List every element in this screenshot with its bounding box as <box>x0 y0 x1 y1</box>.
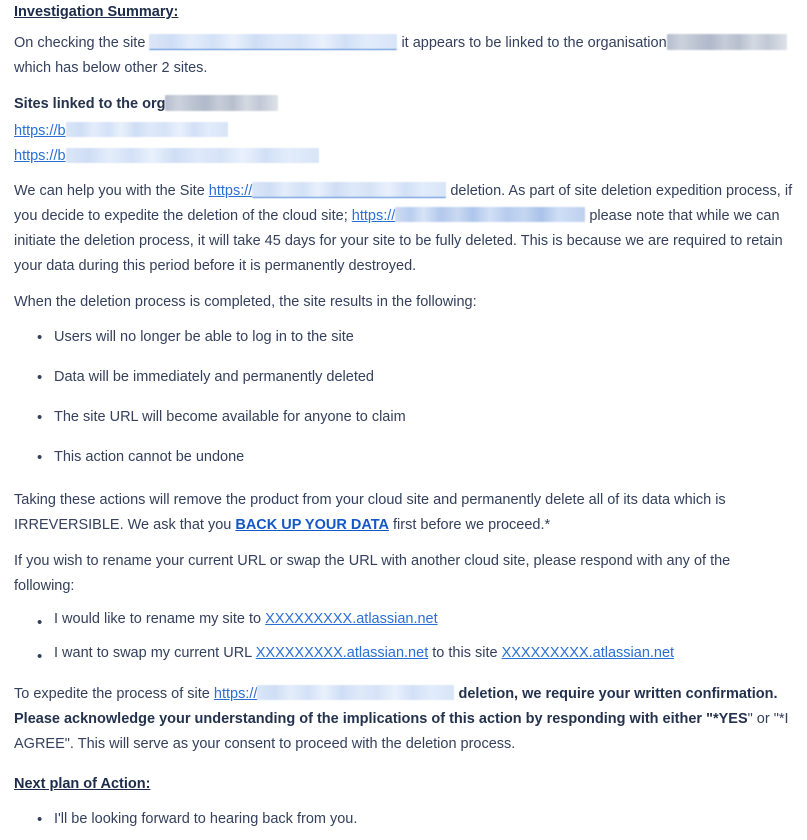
sites-linked-heading-row <box>14 81 793 117</box>
warning-text-part2: first before we proceed.* <box>388 517 551 534</box>
confirmation-text-part3: " or "*I AGREE". This will serve as your consent to proceed with the deletion process. <box>14 710 789 752</box>
investigation-text-after-link: it appears to be linked to the organisation <box>397 35 667 51</box>
linked-site-link-2[interactable]: https://b <box>14 148 66 165</box>
redacted-site-url-2 <box>66 122 228 137</box>
confirmation-text-bold: deletion, we require your written confirmation. Please acknowledge your understanding of the implications of this action by responding with either <box>14 685 778 727</box>
confirmation-quote-open: "* <box>706 710 719 727</box>
linked-site-row-1 <box>14 117 793 142</box>
backup-your-data-link[interactable]: BACK UP YOUR DATA <box>235 517 389 534</box>
redacted-site-url-6 <box>257 685 454 700</box>
investigation-paragraph <box>14 20 793 81</box>
deletion-site-link-2[interactable]: https:// <box>351 207 396 224</box>
deletion-results-list <box>14 314 793 477</box>
rename-target-url-link[interactable]: XXXXXXXXX.atlassian.net <box>265 611 438 628</box>
swap-option-text-middle: to this site <box>428 644 502 661</box>
redacted-site-url-3 <box>66 148 319 163</box>
rename-options-list <box>14 599 793 671</box>
confirmation-text-part1: To expedite the process of site <box>14 685 214 702</box>
rename-intro-paragraph: If you wish to rename your current URL or swap the URL with another cloud site, please respond with any of the following: <box>14 553 731 595</box>
redacted-site-url-4 <box>252 182 446 198</box>
list-item: • The site URL will become available for anyone to claim <box>54 398 793 438</box>
list-item <box>54 637 793 671</box>
swap-target-url-link[interactable]: XXXXXXXXX.atlassian.net <box>501 644 675 661</box>
confirmation-site-link[interactable]: https:// <box>213 685 258 702</box>
list-item: • This action cannot be undone <box>54 438 793 478</box>
redacted-org-name-inline <box>165 95 278 111</box>
next-plan-heading-row <box>14 757 793 797</box>
warning-text-part1: Taking these actions will remove the product from your cloud site and permanently delete all of its data which is IRREVERSIBLE. We ask that you <box>14 492 726 534</box>
list-item <box>54 603 793 637</box>
list-item: • I'll be looking forward to hearing back from you. <box>54 800 793 840</box>
list-item: • Data will be immediately and permanently deleted <box>54 358 793 398</box>
confirmation-yes-keyword: YES <box>718 710 748 727</box>
linked-site-link-1[interactable]: https://b <box>14 122 66 139</box>
swap-option-text-before: I want to swap my current URL <box>54 644 256 661</box>
redacted-site-url-1 <box>149 34 397 50</box>
confirmation-paragraph <box>14 671 793 757</box>
list-item: • Users will no longer be able to log in to the site <box>54 318 793 358</box>
investigation-text-before-link: On checking the site <box>14 35 150 51</box>
swap-source-url-link[interactable]: XXXXXXXXX.atlassian.net <box>255 644 429 661</box>
investigation-summary-heading-row <box>14 0 793 20</box>
rename-option-text: I would like to rename my site to <box>54 611 266 628</box>
deletion-text-part3: please note that while we can initiate the deletion process, it will take 45 days for your site to be fully deleted. This is because we are required to retain your data during this period before it is permanently destroyed. <box>14 207 783 274</box>
deletion-site-link-1[interactable]: https:// <box>208 182 253 199</box>
redacted-organisation-name <box>667 34 787 50</box>
next-plan-heading: Next plan of Action: <box>14 775 151 792</box>
deletion-explanation-paragraph <box>14 168 793 279</box>
irreversible-warning-paragraph <box>14 477 793 538</box>
next-plan-list <box>14 796 793 840</box>
investigation-summary-heading: Investigation Summary: <box>14 4 179 20</box>
deletion-text-part2: deletion. As part of site deletion expedition process, if you decide to expedite the deletion of the cloud site; <box>14 182 793 224</box>
redacted-site-url-5 <box>395 207 585 222</box>
deletion-text-part1: We can help you with the Site <box>14 182 209 199</box>
sites-linked-heading: Sites linked to the org <box>14 95 166 112</box>
linked-site-row-2 <box>14 142 793 167</box>
results-intro-paragraph: When the deletion process is completed, the site results in the following: <box>14 293 477 310</box>
investigation-text-line2: which has below other 2 sites. <box>14 59 208 76</box>
